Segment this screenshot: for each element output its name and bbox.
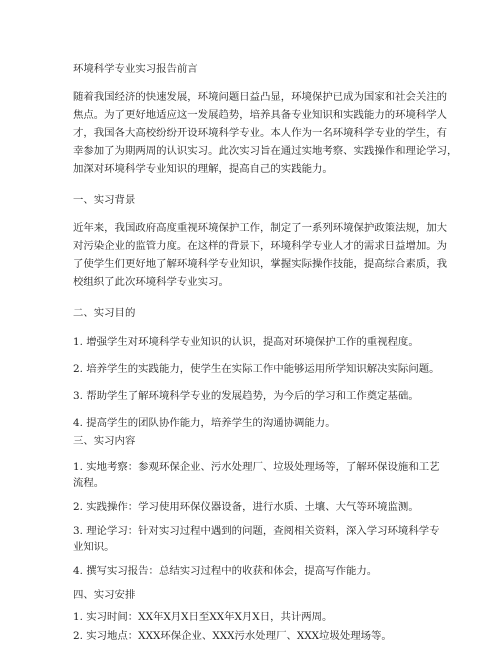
purpose-item: 4. 提高学生的团队协作能力，培养学生的沟通协调能力。 xyxy=(73,417,336,429)
content-item-line: 业知识。 xyxy=(73,541,115,553)
purpose-item: 2. 培养学生的实践能力，使学生在实际工作中能够运用所学知识解决实际问题。 xyxy=(73,363,440,375)
background-line: 对污染企业的监管力度。在这样的背景下，环境科学专业人才的需求日益增加。为 xyxy=(73,240,448,252)
intro-line: 幸参加了为期两周的认识实习。此次实习旨在通过实地考察、实践操作和理论学习， xyxy=(73,145,458,157)
purpose-item: 3. 帮助学生了解环境科学专业的发展趋势，为今后的学习和工作奠定基础。 xyxy=(73,390,419,402)
content-item: 2. 实践操作：学习使用环保仪器设备，进行水质、土壤、大气等环境监测。 xyxy=(73,501,419,513)
content-item-line: 1. 实地考察：参观环保企业、污水处理厂、垃圾处理场等，了解环保设施和工艺 xyxy=(73,461,440,473)
section-heading-schedule: 四、实习安排 xyxy=(73,589,136,601)
schedule-item: 1. 实习时间：XX年X月X日至XX年X月X日，共计两周。 xyxy=(73,611,333,623)
intro-line: 才，我国各大高校纷纷开设环境科学专业。本人作为一名环境科学专业的学生，有 xyxy=(73,127,448,139)
section-heading-background: 一、实习背景 xyxy=(73,194,136,206)
purpose-item: 1. 增强学生对环境科学专业知识的认识，提高对环境保护工作的重视程度。 xyxy=(73,336,419,348)
intro-line: 焦点。为了更好地适应这一发展趋势，培养具备专业知识和实践能力的环境科学人 xyxy=(73,109,448,121)
background-line: 了使学生们更好地了解环境科学专业知识，掌握实际操作技能，提高综合素质，我 xyxy=(73,258,448,270)
background-line: 近年来，我国政府高度重视环境保护工作，制定了一系列环境保护政策法规，加大 xyxy=(73,222,448,234)
document-title: 环境科学专业实习报告前言 xyxy=(73,63,198,75)
section-heading-content: 三、实习内容 xyxy=(73,435,136,447)
intro-line: 随着我国经济的快速发展，环境问题日益凸显，环境保护已成为国家和社会关注的 xyxy=(73,91,448,103)
content-item: 4. 撰写实习报告：总结实习过程中的收获和体会，提高写作能力。 xyxy=(73,565,378,577)
intro-line: 加深对环境科学专业知识的理解，提高自己的实践能力。 xyxy=(73,163,333,175)
section-heading-purpose: 二、实习目的 xyxy=(73,307,136,319)
content-item-line: 3. 理论学习：针对实习过程中遇到的问题，查阅相关资料，深入学习环境科学专 xyxy=(73,525,440,537)
content-item-line: 流程。 xyxy=(73,477,105,489)
schedule-item: 2. 实习地点：XXX环保企业、XXX污水处理厂、XXX垃圾处理场等。 xyxy=(73,630,392,642)
background-line: 校组织了此次环境科学专业实习。 xyxy=(73,276,229,288)
